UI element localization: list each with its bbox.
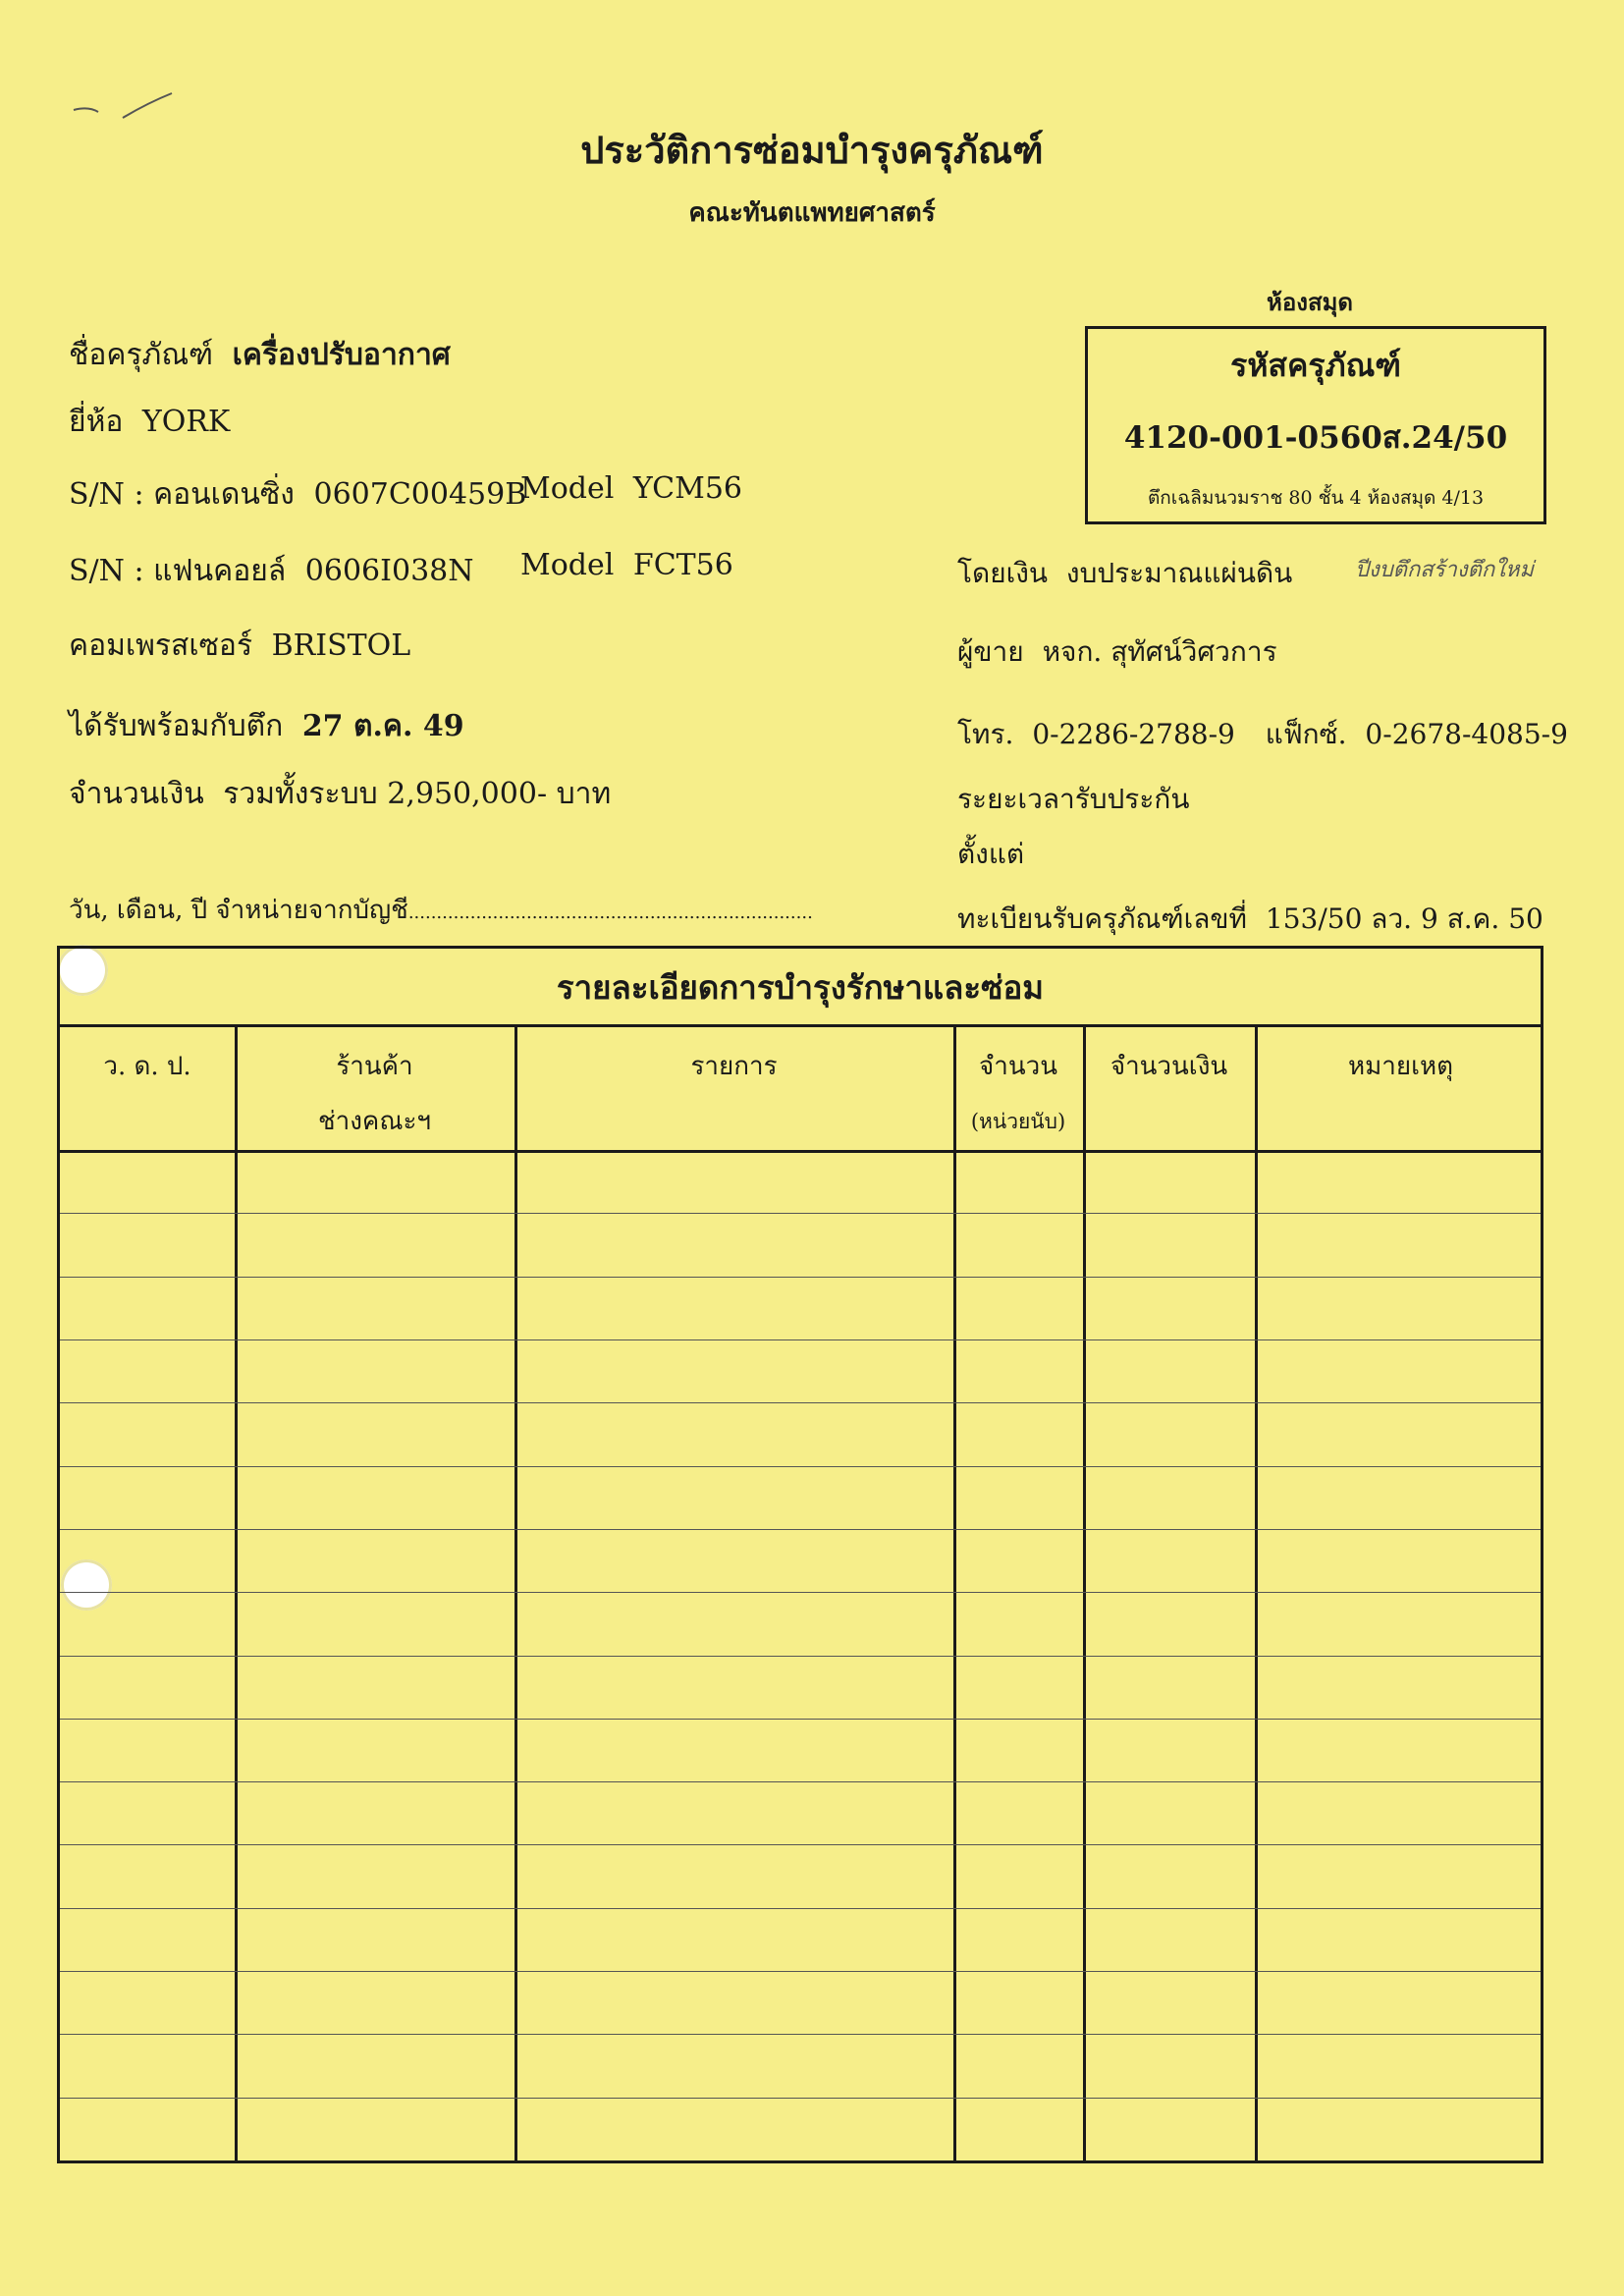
column-divider [1083,1027,1086,2160]
column-header-line1: ร้านค้า [336,1052,413,1081]
phone-value: 0-2286-2788-9 [1032,718,1235,750]
column-header-line2: (หน่วยนับ) [970,1110,1066,1133]
column-header-line1: ว. ด. ป. [103,1052,191,1081]
funding-handwritten-note: ปีงบตึกสร้างตึกใหม่ [1355,558,1534,582]
table-row-line [60,1971,1541,1972]
field-since: ตั้งแต่ [957,838,1025,870]
column-header-line1: รายการ [690,1052,778,1081]
table-row-line [60,1592,1541,1593]
writeoff-dots: ........................................................................ [407,902,813,923]
registry-value: 153/50 ลว. 9 ส.ค. 50 [1265,902,1543,935]
field-registry [957,898,1543,941]
equipment-location: ตึกเฉลิมนวมราช 80 ชั้น 4 ห้องสมุด 4/13 [1147,487,1485,509]
model2-value: FCT56 [632,548,733,582]
field-name [69,332,451,378]
field-funding [957,552,1292,595]
column-header-line2: ช่างคณะฯ [317,1107,432,1136]
column-divider [235,1027,238,2160]
model1-label: Model [520,471,615,506]
field-sn-fancoil [69,548,474,594]
received-value: 27 ต.ค. 49 [301,709,464,743]
column-header-date [60,1039,235,1094]
model1-value: YCM56 [632,471,743,506]
sn2-value: 0606I038N [304,554,474,588]
sn1-label: S/N : คอนเดนซิ่ง [69,477,295,512]
table-row-line [60,1908,1541,1909]
field-contact [957,713,1568,756]
field-brand [69,399,230,445]
table-row-line [60,2034,1541,2035]
seller-label: ผู้ขาย [957,635,1024,668]
column-header-quantity [953,1039,1083,1149]
field-sn-condensing [69,471,526,518]
pen-scribble-mark [69,88,177,128]
field-amount [69,771,611,817]
column-header-line1: หมายเหตุ [1347,1052,1454,1081]
maintenance-table [57,946,1543,2163]
table-row-line [60,1781,1541,1782]
field-compressor [69,623,410,669]
table-row-line [60,1277,1541,1278]
faculty-subtitle: คณะทันตแพทยศาสตร์ [688,198,936,228]
code-box-heading: รหัสครุภัณฑ์ [1230,347,1401,384]
header-rule [60,1150,1541,1153]
amount-label: จำนวนเงิน [69,777,204,811]
table-row-line [60,1529,1541,1530]
field-seller [957,630,1277,674]
seller-value: หจก. สุทัศน์วิศวการ [1042,635,1277,668]
column-divider [1255,1027,1258,2160]
column-header-amount [1083,1039,1255,1094]
column-header-shop [235,1039,514,1149]
name-value: เครื่องปรับอากาศ [232,338,451,372]
table-row-line [60,1339,1541,1340]
phone-label: โทร. [957,718,1014,750]
table-row-line [60,1656,1541,1657]
table-row-line [60,1844,1541,1845]
compressor-label: คอมเพรสเซอร์ [69,629,253,663]
column-header-item [514,1039,953,1094]
column-header-line1: จำนวนเงิน [1110,1052,1228,1081]
amount-value: รวมทั้งระบบ 2,950,000- บาท [223,777,612,811]
funding-label: โดยเงิน [957,557,1049,589]
table-row-line [60,1402,1541,1403]
table-row-line [60,1719,1541,1720]
sn2-label: S/N : แฟนคอยล์ [69,554,287,588]
column-header-remarks [1255,1039,1546,1094]
table-row-line [60,1213,1541,1214]
received-label: ได้รับพร้อมกับตึก [69,709,284,743]
writeoff-label: วัน, เดือน, ปี จำหน่ายจากบัญชี [69,896,408,925]
fax-label: แฟ็กซ์. [1265,718,1347,750]
sn1-value: 0607C00459B [313,477,527,512]
field-writeoff [69,890,813,930]
brand-label: ยี่ห้อ [69,405,124,439]
equipment-code-box [1085,326,1546,524]
table-row-line [60,1466,1541,1467]
field-received [69,703,464,749]
field-warranty: ระยะเวลารับประกัน [957,783,1190,815]
column-divider [514,1027,517,2160]
registry-label: ทะเบียนรับครุภัณฑ์เลขที่ [957,902,1247,935]
fax-value: 0-2678-4085-9 [1365,718,1568,750]
column-header-line1: จำนวน [979,1052,1057,1081]
funding-value: งบประมาณแผ่นดิน [1065,557,1293,589]
field-model-1 [520,471,742,506]
brand-value: YORK [141,405,231,439]
name-label: ชื่อครุภัณฑ์ [69,338,214,372]
page-title: ประวัติการซ่อมบำรุงครุภัณฑ์ [580,128,1044,172]
compressor-value: BRISTOL [271,629,411,663]
code-box-above-label: ห้องสมุด [1267,288,1354,316]
column-divider [953,1027,956,2160]
table-title: รายละเอียดการบำรุงรักษาและซ่อม [60,949,1541,1027]
table-row-line [60,2098,1541,2099]
field-model-2 [520,548,733,582]
equipment-code: 4120-001-0560ส.24/50 [1123,420,1508,456]
model2-label: Model [520,548,615,582]
